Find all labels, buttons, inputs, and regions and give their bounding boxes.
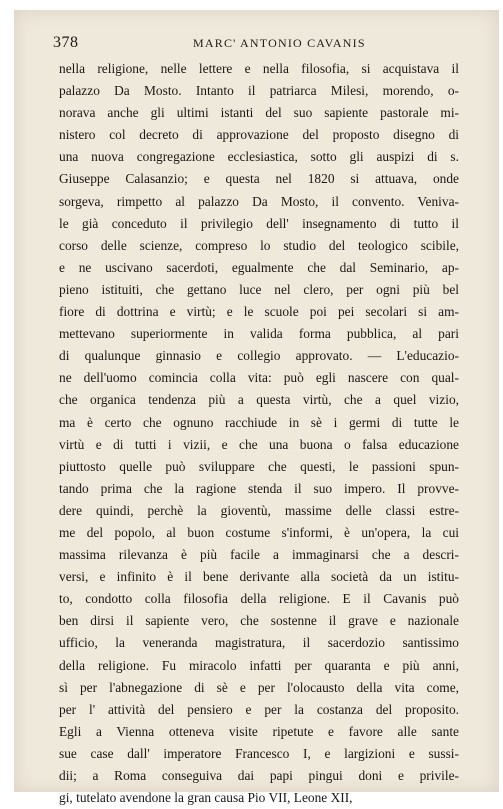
text-line: Egli a Vienna otteneva visite ripetute e favore alle sante xyxy=(59,723,459,739)
running-head: MARC' ANTONIO CAVANIS xyxy=(193,36,366,50)
text-line: ma è certo che ognuno racchiude in sè i germi di tutte le xyxy=(59,414,459,430)
text-line: una nuova congregazione ecclesiastica, sotto gli auspizi di s. xyxy=(59,149,459,165)
text-line: le già conceduto il privilegio dell' insegnamento di tutto il xyxy=(59,215,459,231)
text-line: sorgeva, rimpetto al palazzo Da Mosto, il convento. Veniva- xyxy=(59,193,459,209)
text-line: nella religione, nelle lettere e nella filosofia, si acquistava il xyxy=(59,61,459,76)
text-line: che organica tendenza più a questa virtù, che a quel vizio, xyxy=(59,392,459,408)
text-line: massima rilevanza è più facile a immaginarsi che a descri- xyxy=(59,547,459,563)
text-line: ne dell'uomo comincia colla vita: può egli nascere con qual- xyxy=(59,370,459,386)
text-line: Giuseppe Calasanzio; e questa nel 1820 si attuava, onde xyxy=(59,171,459,187)
text-line: pieno istituiti, che gettano luce nel clero, per ogni più bel xyxy=(59,281,459,297)
text-line: della religione. Fu miracolo infatti per quaranta e più anni, xyxy=(59,657,459,673)
text-line: di qualunque ginnasio e collegio approvato. — L'educazio- xyxy=(59,348,459,364)
text-line: ufficio, la veneranda magistratura, il sacerdozio santissimo xyxy=(59,635,459,651)
text-line: tando prima che la ragione stenda il suo impero. Il provve- xyxy=(59,480,459,496)
text-line: mettevano superiormente in valida forma pubblica, al pari xyxy=(59,326,459,342)
text-line: corso delle scienze, compreso lo studio del teologico scibile, xyxy=(59,237,459,253)
text-line: norava anche gli ultimi istanti del suo sapiente pastorale mi- xyxy=(59,105,459,121)
text-line: dii; a Roma conseguiva dai papi pingui doni e privile- xyxy=(59,768,459,783)
text-line: versi, e infinito è il bene derivante alla società da un istitu- xyxy=(59,569,459,585)
page-number: 378 xyxy=(53,34,79,51)
text-line: ben dirsi il sapiente vero, che sostenne il grave e nazionale xyxy=(59,613,459,629)
text-line: me del popolo, al buon costume s'informi, è un'opera, la cui xyxy=(59,524,459,540)
text-line: piuttosto quelle può sviluppare che questi, le passioni spun- xyxy=(59,458,459,474)
page-header xyxy=(53,34,461,52)
text-line: sì per l'abnegazione di sè e per l'olocausto della vita come, xyxy=(59,679,459,695)
text-line: dere quindi, perchè la gioventù, massime delle classi estre- xyxy=(59,502,459,518)
text-line: nistero col decreto di approvazione del proposto disegno di xyxy=(59,127,459,143)
text-line: fiore di dottrina e virtù; e le scuole poi pei secolari si am- xyxy=(59,304,459,320)
text-line: to, condotto colla filosofia della religione. E il Cavanis può xyxy=(59,591,459,607)
text-line: per l' attività del pensiero e per la costanza del proposito. xyxy=(59,701,459,717)
text-line: palazzo Da Mosto. Intanto il patriarca Milesi, morendo, o- xyxy=(59,83,459,99)
text-line: gi, tutelato avendone la gran causa Pio VII, Leone XII, xyxy=(59,790,353,806)
text-line: e ne uscivano sacerdoti, egualmente che dal Seminario, ap- xyxy=(59,259,459,275)
text-line: sue case dall' imperatore Francesco I, e largizioni e sussi- xyxy=(59,745,459,761)
text-line: virtù e di tutti i vizii, e che una buona o falsa educazione xyxy=(59,436,459,452)
body-text xyxy=(59,58,459,809)
